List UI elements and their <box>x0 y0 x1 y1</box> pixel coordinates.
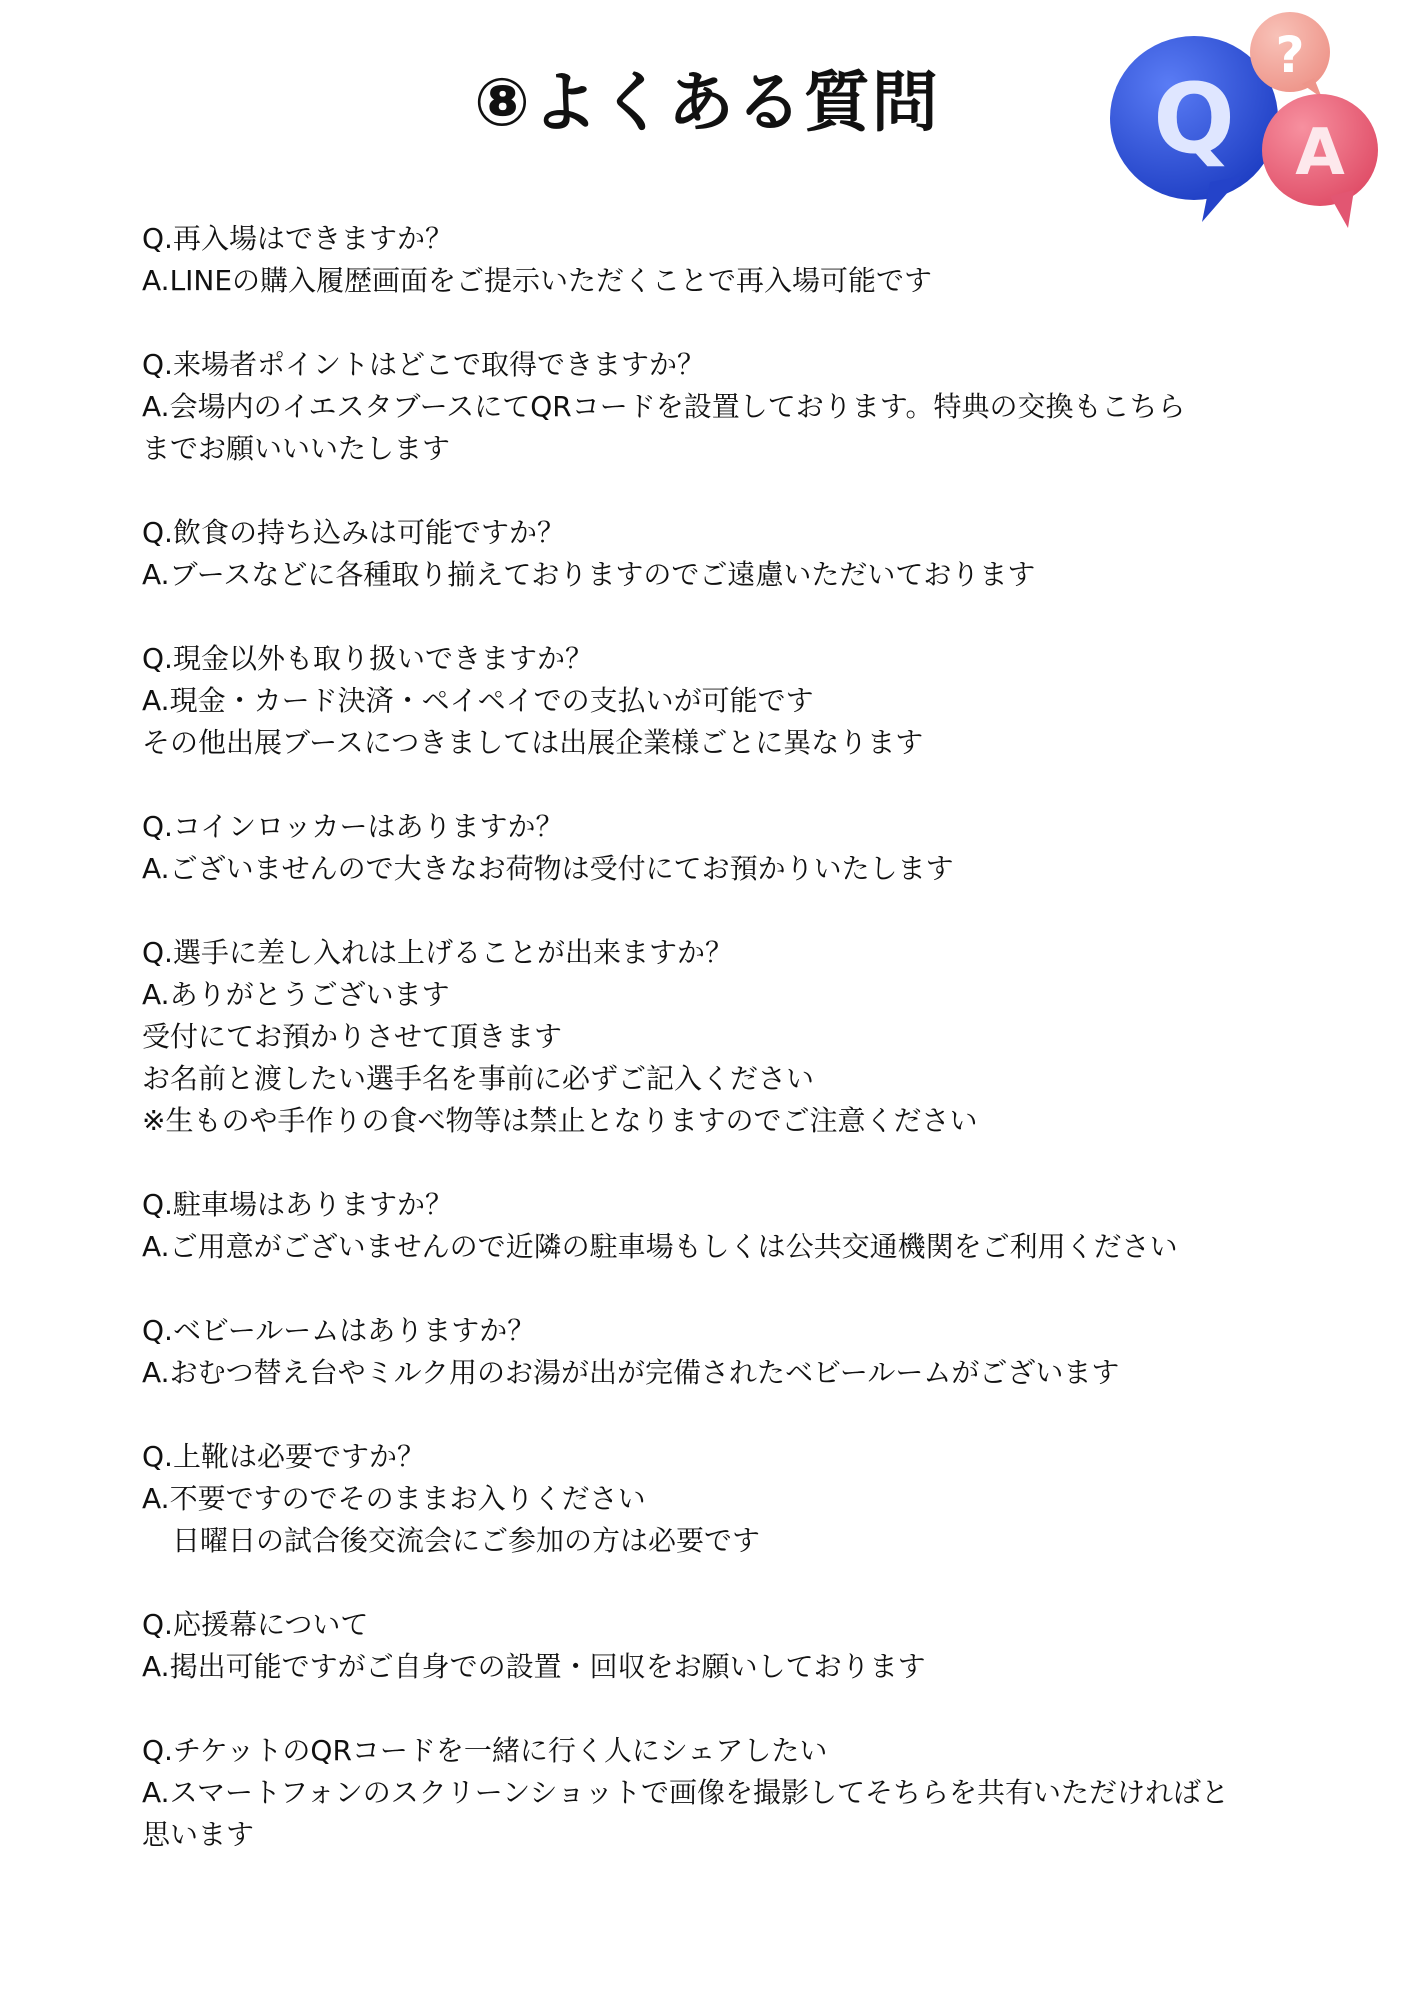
faq-answer: 思います <box>142 1818 255 1851</box>
faq-item <box>142 1310 1342 1394</box>
faq-question: Q.現金以外も取り扱いできますか？ <box>142 642 593 675</box>
faq-answer: A.スマートフォンのスクリーンショットで画像を撮影してそちらを共有いただければと <box>142 1776 1229 1809</box>
faq-list <box>142 218 1342 1898</box>
faq-item <box>142 512 1342 596</box>
faq-answer: A.おむつ替え台やミルク用のお湯が出が完備されたベビールームがございます <box>142 1356 1120 1389</box>
faq-answer: A.ご用意がございませんので近隣の駐車場もしくは公共交通機関をご利用ください <box>142 1230 1178 1263</box>
faq-answer: A.会場内のイエスタブースにてQRコードを設置しております。特典の交換もこちら <box>142 390 1186 423</box>
faq-item <box>142 1604 1342 1688</box>
faq-item <box>142 1730 1342 1856</box>
faq-answer: その他出展ブースにつきましては出展企業様ごとに異なります <box>142 726 924 759</box>
qa-bubbles-icon <box>1092 0 1392 240</box>
faq-question: Q.再入場はできますか？ <box>142 222 453 255</box>
page-title: ⑧よくある質問 <box>474 64 940 141</box>
faq-answer: A.ブースなどに各種取り揃えておりますのでご遠慮いただいております <box>142 558 1036 591</box>
faq-question: Q.選手に差し入れは上げることが出来ますか？ <box>142 936 733 969</box>
faq-answer: 受付にてお預かりさせて頂きます <box>142 1020 563 1053</box>
faq-question: Q.上靴は必要ですか？ <box>142 1440 425 1473</box>
faq-answer: A.不要ですのでそのままお入りください <box>142 1482 646 1515</box>
faq-item <box>142 344 1342 470</box>
faq-answer: A.現金・カード決済・ペイペイでの支払いが可能です <box>142 684 814 717</box>
question-mark: ? <box>1275 26 1305 84</box>
a-bubble <box>1262 94 1378 228</box>
faq-question: Q.来場者ポイントはどこで取得できますか？ <box>142 348 705 381</box>
faq-answer: 日曜日の試合後交流会にご参加の方は必要です <box>172 1524 761 1557</box>
faq-question: Q.ベビールームはありますか？ <box>142 1314 536 1347</box>
faq-item <box>142 218 1342 302</box>
faq-item <box>142 1184 1342 1268</box>
faq-item <box>142 806 1342 890</box>
faq-answer: までお願いいいたします <box>142 432 451 465</box>
faq-item <box>142 638 1342 764</box>
q-letter: Q <box>1153 63 1235 175</box>
faq-question: Q.コインロッカーはありますか？ <box>142 810 564 843</box>
faq-answer: A.ありがとうございます <box>142 978 450 1011</box>
faq-answer: A.掲出可能ですがご自身での設置・回収をお願いしております <box>142 1650 926 1683</box>
faq-question: Q.チケットのQRコードを一緒に行く人にシェアしたい <box>142 1734 828 1767</box>
faq-answer: A.ございませんので大きなお荷物は受付にてお預かりいたします <box>142 852 954 885</box>
faq-answer: お名前と渡したい選手名を事前に必ずご記入ください <box>142 1062 815 1095</box>
faq-question: Q.駐車場はありますか？ <box>142 1188 453 1221</box>
faq-question: Q.飲食の持ち込みは可能ですか？ <box>142 516 565 549</box>
faq-answer: ※生ものや手作りの食べ物等は禁止となりますのでご注意ください <box>142 1104 978 1137</box>
faq-item <box>142 932 1342 1142</box>
faq-item <box>142 1436 1342 1562</box>
faq-question: Q.応援幕について <box>142 1608 369 1641</box>
a-letter: A <box>1295 116 1345 190</box>
faq-answer: A.LINEの購入履歴画面をご提示いただくことで再入場可能です <box>142 264 933 297</box>
